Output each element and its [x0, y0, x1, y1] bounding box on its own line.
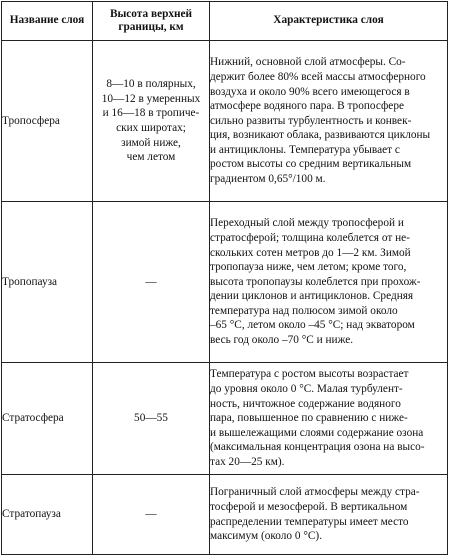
- layer-name-cell: Тропопауза: [2, 202, 93, 363]
- description-line: весь год около –70 °С и ниже.: [210, 334, 354, 347]
- description-line: –65 °С, летом около –45 °С; над экватором: [210, 319, 415, 332]
- height-line: чем летом: [126, 151, 176, 164]
- description-line: Пограничный слой атмосферы между стра-: [210, 486, 420, 499]
- description-line: скольких сотен метров до 1—2 км. Зимой: [210, 246, 411, 259]
- header-upper-boundary-height: [93, 2, 210, 41]
- description-line: тосферой и мезосферой. В вертикальном: [210, 500, 408, 513]
- description-line: тах 20—25 км).: [210, 455, 285, 468]
- height-line: 50—55: [134, 412, 168, 425]
- description-line: держит более 80% всей массы атмосферного: [210, 70, 426, 83]
- description-line: Переходный слой между тропосферой и: [210, 217, 404, 230]
- layer-height-cell: [93, 363, 210, 475]
- layer-name-cell: Стратопауза: [2, 475, 93, 555]
- table-row-stratosphere: [2, 363, 448, 475]
- height-line: и 16—18 в тропиче-: [102, 107, 200, 120]
- description-line: сильно развиты турбулентность и конвек-: [210, 114, 412, 127]
- height-line: —: [145, 508, 157, 521]
- layer-height-cell: [93, 475, 210, 555]
- height-line: ских широтах;: [116, 122, 186, 134]
- description-line: атмосфере водяного пара. В тропосфере: [210, 100, 404, 113]
- layer-name-cell: Стратосфера: [2, 363, 93, 475]
- description-line: тропопауза ниже, чем летом; кроме того,: [210, 261, 407, 274]
- description-line: распределении температуры имеет место: [210, 515, 409, 528]
- description-line: и вышележащими слоями содержание озона: [210, 426, 424, 439]
- description-line: максимум (около 0 °С).: [210, 530, 323, 543]
- height-line: —: [145, 275, 157, 288]
- description-line: воздуха и около 90% всего имеющегося в: [210, 85, 410, 98]
- height-line: 8—10 в полярных,: [106, 78, 196, 91]
- header-height-line: границы, км: [118, 21, 184, 33]
- table-row-tropopause: [2, 202, 448, 363]
- description-line: ность, ничтожное содержание водяного: [210, 397, 401, 410]
- description-line: дении циклонов и антициклонов. Средняя: [210, 290, 414, 303]
- description-line: и антициклоны. Температура убывает с: [210, 143, 400, 156]
- description-line: (максимальная концентрация озона на высо-: [210, 441, 425, 454]
- table-row-troposphere: [2, 41, 448, 202]
- layer-height-cell: [93, 41, 210, 202]
- height-line: зимой ниже,: [121, 136, 181, 149]
- description-line: до уровня около 0 °С. Малая турбулент-: [210, 383, 403, 396]
- height-line: 10—12 в умеренных: [101, 92, 201, 105]
- layer-description-cell: [210, 363, 448, 475]
- description-line: ция, возникают облака, развиваются циклоны: [210, 129, 431, 142]
- description-line: температура над полюсом зимой около: [210, 304, 398, 317]
- layer-description-cell: [210, 41, 448, 202]
- description-line: стратосферой; толщина колеблется от не-: [210, 231, 410, 244]
- layer-description-cell: [210, 202, 448, 363]
- description-line: Температура с ростом высоты возрастает: [210, 368, 409, 381]
- description-line: Нижний, основной слой атмосферы. Со-: [210, 56, 406, 69]
- description-line: высота тропопаузы колеблется при прохож-: [210, 275, 421, 288]
- layer-name-cell: Тропосфера: [2, 41, 93, 202]
- description-line: градиентом 0,65°/100 м.: [210, 173, 326, 186]
- table-row-stratopause: [2, 475, 448, 555]
- header-layer-description: Характеристика слоя: [210, 2, 448, 41]
- layer-description-cell: [210, 475, 448, 555]
- description-line: ростом высоты со средним вертикальным: [210, 158, 412, 171]
- layer-height-cell: [93, 202, 210, 363]
- atmosphere-layers-table: [1, 1, 448, 555]
- description-line: пара, повышенное по сравнению с ниже-: [210, 412, 408, 425]
- header-height-line: Высота верхней: [109, 7, 193, 20]
- header-layer-name: Название слоя: [2, 2, 93, 41]
- header-row: [2, 2, 448, 41]
